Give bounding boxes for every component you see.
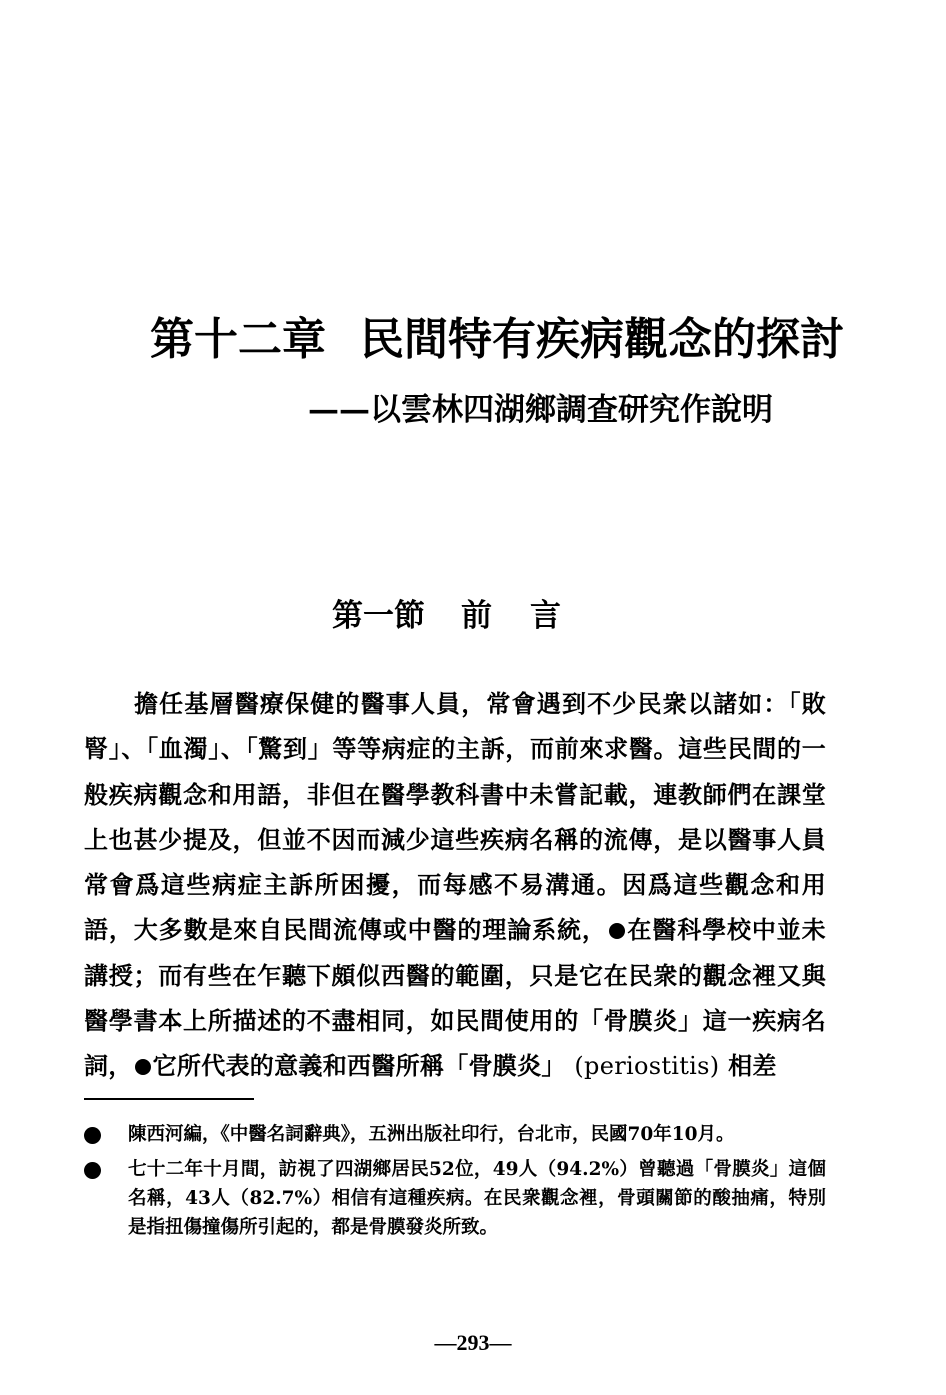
- footnote-divider: [84, 1098, 254, 1100]
- page-number: —293—: [434, 1330, 512, 1355]
- footnote-marker-2-icon: [84, 1162, 101, 1179]
- body-text-part-5: 相差: [728, 1051, 777, 1081]
- footnote-2-text: 七十二年十月間，訪視了四湖鄉居民52位，49人（94.2%）曾聽過「骨膜炎」這個名稱，43人（82.7%）相信有這種疾病。在民衆觀念裡，骨頭關節的酸抽痛，特別是指扭傷撞傷所引起的，都是骨膜發炎所致。: [128, 1159, 826, 1238]
- section-title-char-2: 言: [530, 598, 561, 634]
- body-text-latin: (periostitis): [574, 1052, 720, 1081]
- footnote-ref-2-icon: [135, 1059, 151, 1075]
- section-title-char-1: 前: [461, 598, 492, 634]
- chapter-subtitle: ——以雲林四湖鄉調查研究作說明: [308, 392, 773, 428]
- body-text-part-2: 在醫科學校中並未講授；而有些在乍聽下頗似西醫的範圍，只是它在民衆的觀念裡又與醫學書本上所描述的不盡相同，如民間使用的「骨膜炎」這一疾病名詞，: [84, 915, 826, 1081]
- body-text-part-3: 它所代表的意義和西醫所稱「骨膜炎」: [152, 1051, 566, 1081]
- section-heading: [332, 594, 652, 638]
- footnote-marker-1-icon: [84, 1127, 101, 1144]
- chapter-title: 民間特有疾病觀念的探討: [360, 314, 844, 365]
- body-paragraph: [84, 681, 826, 1090]
- footnote-2: [84, 1155, 826, 1242]
- chapter-heading: [150, 312, 850, 368]
- body-text-part-1: 擔任基層醫療保健的醫事人員，常會遇到不少民衆以諸如：「敗腎」、「血濁」、「驚到」等等病症的主訴，而前來求醫。這些民間的一般疾病觀念和用語，非但在醫學教科書中未嘗記載，連教師們在課堂上也甚少提及，但並不因而減少這些疾病名稱的流傳，是以醫事人員常會爲這些病症主訴所困擾，而每感不易溝通。因爲這些觀念和用語，大多數是來自民間流傳或中醫的理論系統，: [84, 689, 826, 945]
- footnote-ref-1-icon: [609, 923, 625, 939]
- footnote-1: [84, 1120, 826, 1149]
- section-number: 第一節: [332, 598, 425, 634]
- footnotes: [84, 1120, 826, 1248]
- footnote-1-text: 陳西河編，《中醫名詞辭典》，五洲出版社印行，台北市，民國70年10月。: [128, 1124, 735, 1145]
- chapter-number: 第十二章: [150, 314, 326, 365]
